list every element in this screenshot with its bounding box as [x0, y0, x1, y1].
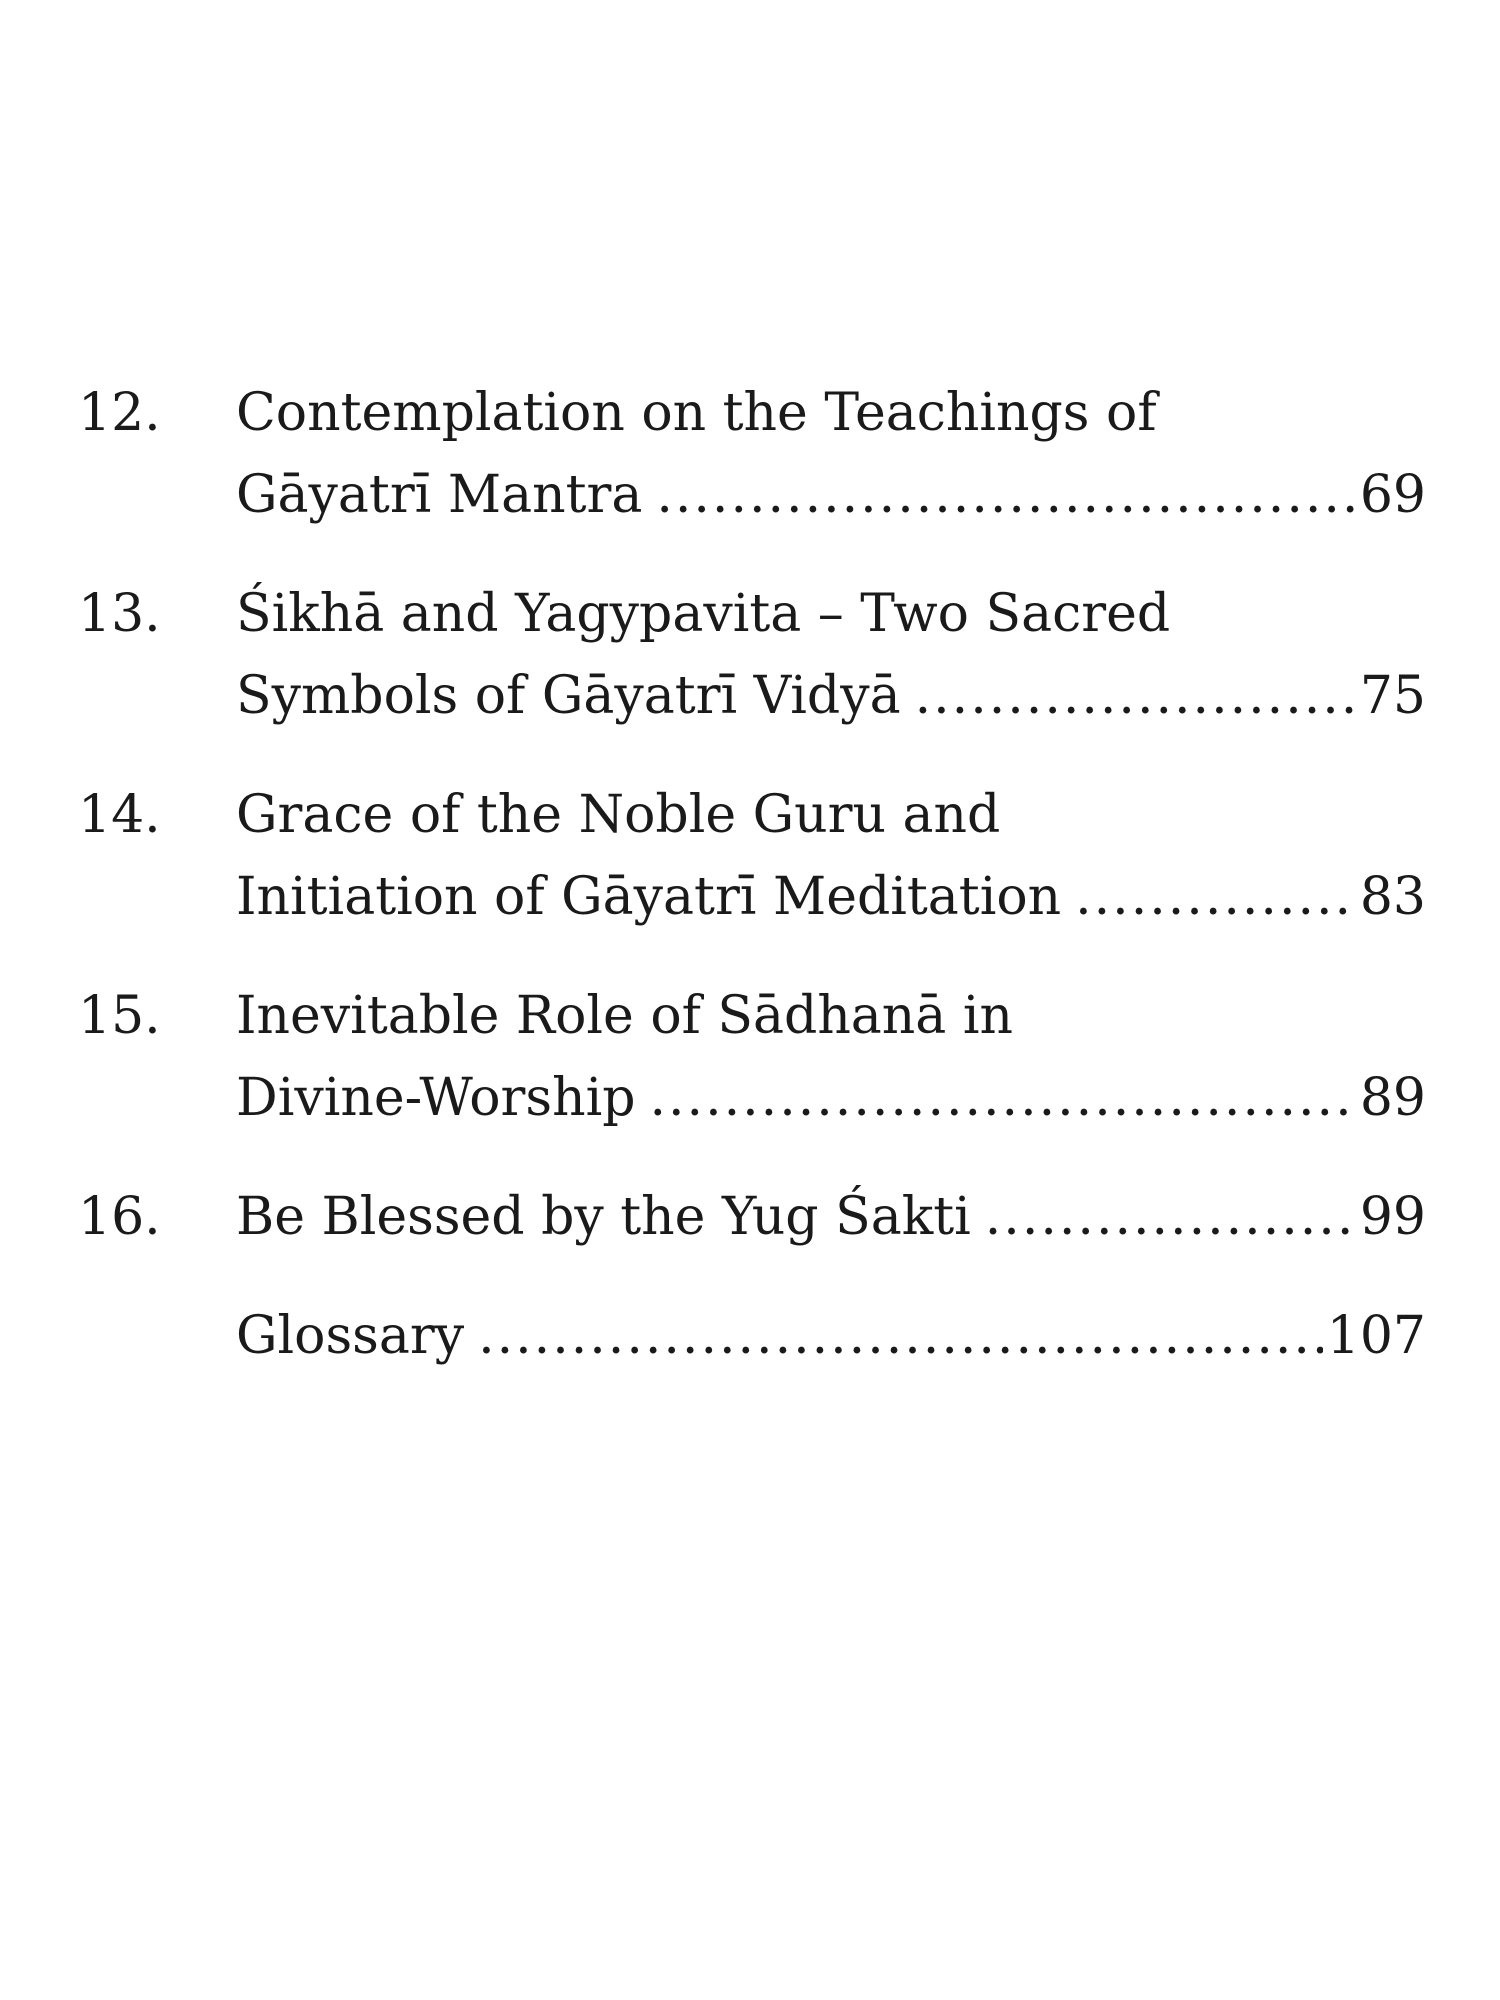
page-number: 89 [1359, 1068, 1426, 1128]
entry-number: 13. [78, 584, 161, 644]
entry-title-block [236, 975, 1428, 1139]
entry-title-block [236, 573, 1428, 737]
entry-title-text: Divine-Worship [236, 1068, 636, 1128]
toc-entry-15 [78, 975, 1428, 1139]
entry-title-line-2 [236, 655, 1426, 737]
entry-title-text: Initiation of Gāyatrī Meditation [236, 867, 1062, 927]
page-number: 107 [1326, 1306, 1426, 1366]
page-number: 69 [1359, 465, 1426, 525]
entry-title-line-2 [236, 856, 1426, 938]
page-number: 83 [1359, 867, 1426, 927]
dot-leader [1075, 856, 1356, 938]
dot-leader [478, 1295, 1323, 1377]
entry-title-line-1: Contemplation on the Teachings of [236, 383, 1157, 443]
entry-number: 15. [78, 986, 161, 1046]
entry-title-block [236, 372, 1428, 536]
page-number: 75 [1359, 666, 1426, 726]
dot-leader [915, 655, 1356, 737]
toc-entry-glossary [78, 1295, 1428, 1377]
entry-number: 16. [78, 1187, 161, 1247]
toc-entry-13 [78, 573, 1428, 737]
entry-title-text: Gāyatrī Mantra [236, 465, 643, 525]
page-number: 99 [1359, 1187, 1426, 1247]
entry-title-text: Be Blessed by the Yug Śakti [236, 1187, 971, 1247]
entry-title-text: Glossary [236, 1306, 465, 1366]
entry-title-line-2 [236, 454, 1426, 536]
entry-title-block [236, 1176, 1428, 1258]
entry-title-line [236, 1176, 1426, 1258]
entry-number: 14. [78, 785, 161, 845]
toc-entry-14 [78, 774, 1428, 938]
entry-title-line-1: Grace of the Noble Guru and [236, 785, 1001, 845]
entry-title-line-1: Inevitable Role of Sādhanā in [236, 986, 1013, 1046]
entry-title-line [236, 1295, 1426, 1377]
entry-title-line-2 [236, 1057, 1426, 1139]
dot-leader [656, 454, 1356, 536]
toc-entry-12 [78, 372, 1428, 536]
entry-number: 12. [78, 383, 161, 443]
dot-leader [650, 1057, 1356, 1139]
table-of-contents [78, 372, 1428, 1414]
toc-entry-16 [78, 1176, 1428, 1258]
entry-title-block [236, 774, 1428, 938]
dot-leader [985, 1176, 1356, 1258]
entry-title-line-1: Śikhā and Yagypavita – Two Sacred [236, 584, 1171, 644]
entry-title-block [236, 1295, 1428, 1377]
entry-title-text: Symbols of Gāyatrī Vidyā [236, 666, 901, 726]
